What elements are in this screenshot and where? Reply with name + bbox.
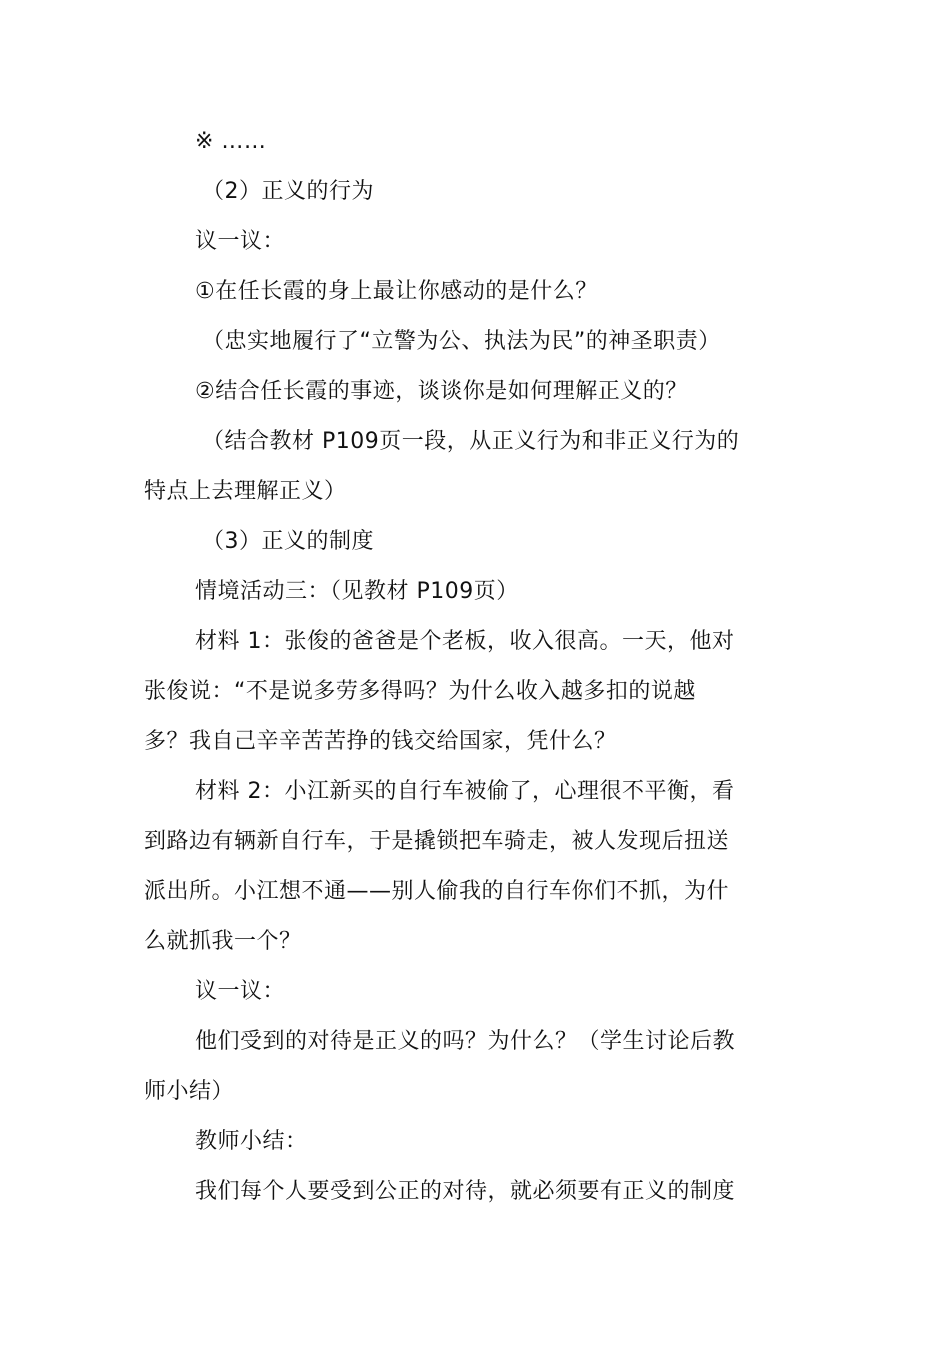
question-1: ①在任长霞的身上最让你感动的是什么？ bbox=[195, 279, 598, 304]
material-1-line-1: 材料 1：张俊的爸爸是个老板，收入很高。一天，他对 bbox=[195, 629, 735, 654]
material-2-line-1: 材料 2：小江新买的自行车被偷了，心理很不平衡，看 bbox=[195, 779, 735, 804]
material-2-line-3: 派出所。小江想不通——别人偷我的自行车你们不抓，为什 bbox=[144, 879, 730, 904]
discussion-label: 议一议： bbox=[195, 229, 286, 254]
answer-1: （忠实地履行了“立警为公、执法为民”的神圣职责） bbox=[202, 329, 721, 354]
material-2-line-4: 么就抓我一个？ bbox=[144, 929, 302, 954]
activity-three: 情境活动三：（见教材 P109页） bbox=[195, 579, 519, 604]
question-3-line-2: 师小结） bbox=[144, 1079, 235, 1104]
teacher-summary-label: 教师小结： bbox=[195, 1129, 308, 1154]
ellipsis-line: ※ …… bbox=[195, 129, 267, 154]
question-2: ②结合任长霞的事迹，谈谈你是如何理解正义的？ bbox=[195, 379, 688, 404]
answer-2-line-2: 特点上去理解正义） bbox=[144, 479, 347, 504]
question-3-line-1: 他们受到的对待是正义的吗？为什么？（学生讨论后教 bbox=[195, 1029, 736, 1054]
section-heading-justice-system: （3）正义的制度 bbox=[202, 529, 374, 554]
teacher-summary-text: 我们每个人要受到公正的对待，就必须要有正义的制度 bbox=[195, 1179, 736, 1204]
material-1-line-3: 多？我自己辛辛苦苦挣的钱交给国家，凭什么？ bbox=[144, 729, 617, 754]
discussion-label-2: 议一议： bbox=[195, 979, 286, 1004]
material-2-line-2: 到路边有辆新自行车，于是撬锁把车骑走，被人发现后扭送 bbox=[144, 829, 730, 854]
answer-2-line-1: （结合教材 P109页一段，从正义行为和非正义行为的 bbox=[202, 429, 740, 454]
section-heading-justice-behavior: （2）正义的行为 bbox=[202, 179, 374, 204]
material-1-line-2: 张俊说：“不是说多劳多得吗？为什么收入越多扣的说越 bbox=[144, 679, 696, 704]
